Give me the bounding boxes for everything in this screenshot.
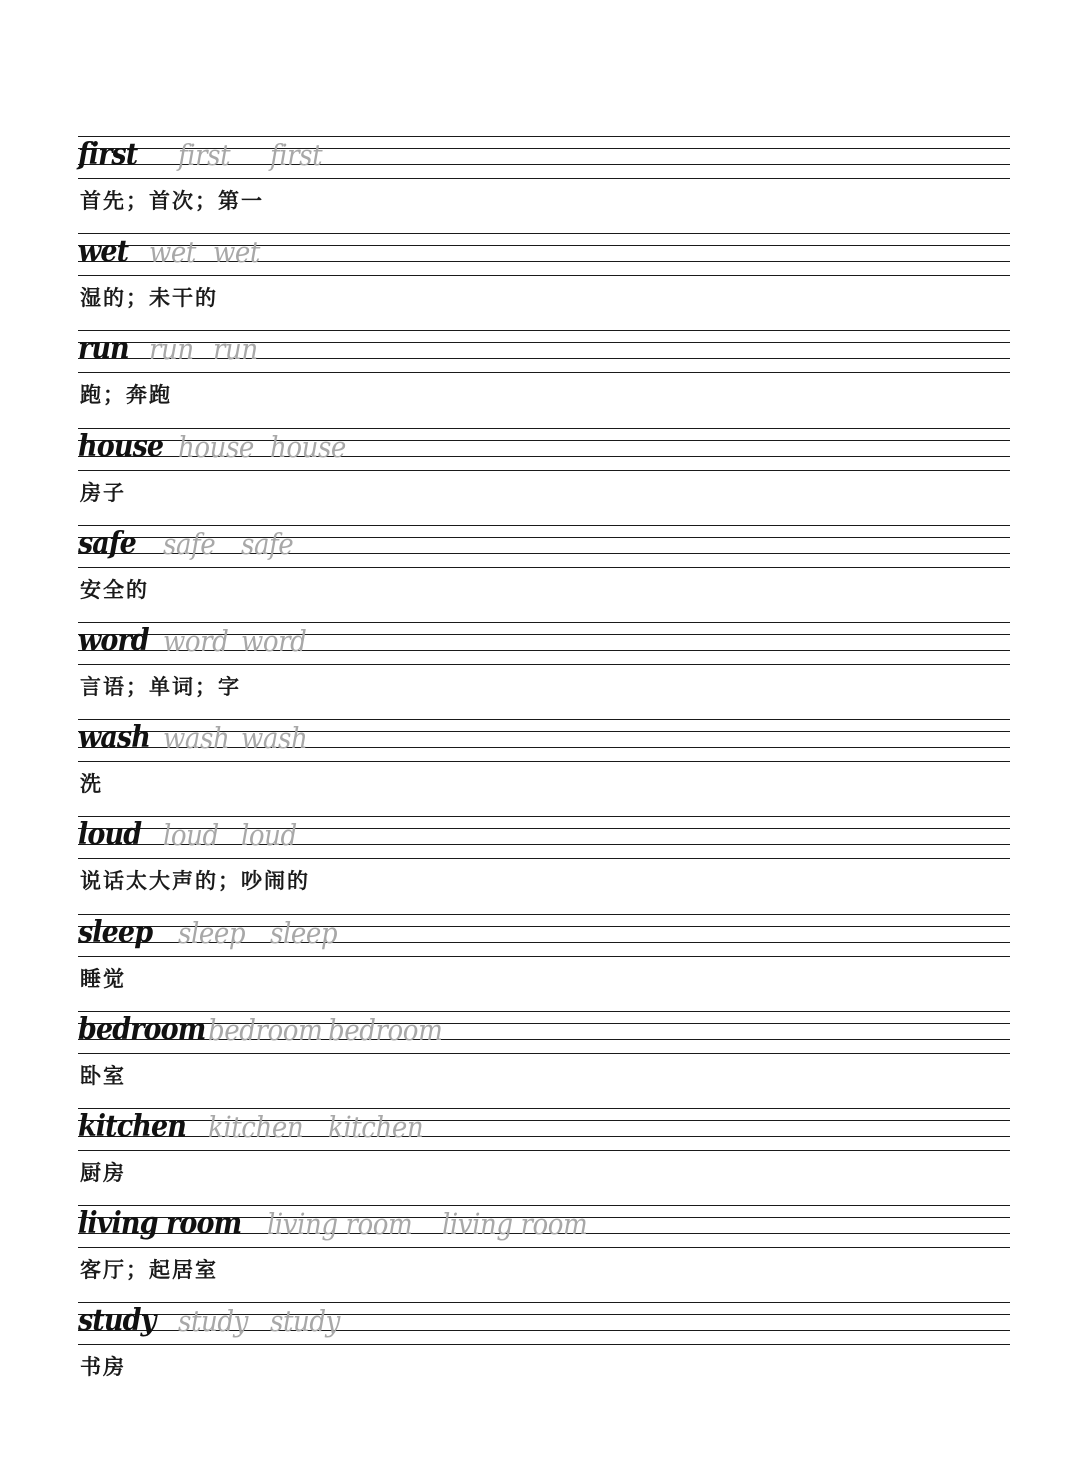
handwriting-guide-line xyxy=(78,664,1010,665)
handwriting-guide-line xyxy=(78,537,1010,538)
handwriting-guide-line xyxy=(78,761,1010,762)
chinese-meaning: 房子 xyxy=(80,480,126,505)
trace-word: wet xyxy=(149,235,196,270)
trace-word: safe xyxy=(241,526,294,561)
vocab-entry xyxy=(0,1011,1080,1108)
vocab-entry xyxy=(0,914,1080,1011)
vocab-word: wet xyxy=(78,234,129,270)
trace-word: run xyxy=(149,332,194,367)
vocab-entry xyxy=(0,622,1080,719)
handwriting-guide-line xyxy=(78,1150,1010,1151)
trace-word: word xyxy=(241,624,307,658)
trace-word: living room xyxy=(442,1207,588,1242)
chinese-meaning: 湿的；未干的 xyxy=(80,286,218,311)
vocab-word: word xyxy=(78,623,149,658)
vocab-word: living room xyxy=(78,1206,242,1242)
trace-word: house xyxy=(178,429,254,464)
vocab-entry xyxy=(0,525,1080,622)
vocab-word: bedroom xyxy=(78,1011,206,1047)
vocab-word: house xyxy=(78,428,164,464)
handwriting-guide-line xyxy=(78,858,1010,859)
chinese-meaning: 睡觉 xyxy=(80,966,126,991)
chinese-meaning: 说话太大声的；吵闹的 xyxy=(80,869,310,894)
chinese-meaning: 首先；首次；第一 xyxy=(80,189,264,213)
vocab-entry xyxy=(0,1108,1080,1205)
trace-word: run xyxy=(213,332,258,367)
handwriting-guide-line xyxy=(78,1053,1010,1054)
vocab-entry xyxy=(0,1302,1080,1399)
vocab-entry xyxy=(0,136,1080,233)
chinese-meaning: 洗 xyxy=(80,772,103,797)
chinese-meaning: 言语；单词；字 xyxy=(80,675,241,699)
trace-word: first xyxy=(270,138,323,172)
chinese-meaning: 安全的 xyxy=(80,577,149,602)
vocab-entry xyxy=(0,719,1080,816)
handwriting-guide-line xyxy=(78,1344,1010,1345)
handwriting-guide-line xyxy=(78,178,1010,179)
vocab-word: loud xyxy=(78,817,142,853)
trace-word: living room xyxy=(267,1207,413,1242)
vocab-word: run xyxy=(78,331,129,367)
trace-word: kitchen xyxy=(328,1110,424,1144)
vocab-word: kitchen xyxy=(78,1109,187,1144)
handwriting-guide-line xyxy=(78,553,1010,554)
trace-word: wet xyxy=(213,235,260,270)
trace-word: wash xyxy=(163,721,230,756)
trace-word: wash xyxy=(241,721,308,756)
vocab-word: study xyxy=(78,1303,156,1339)
vocab-word: safe xyxy=(78,525,136,561)
handwriting-guide-line xyxy=(78,372,1010,373)
vocab-word: sleep xyxy=(78,914,153,950)
trace-word: loud xyxy=(241,818,297,853)
trace-word: sleep xyxy=(178,915,246,950)
trace-word: word xyxy=(163,624,229,658)
vocab-word: wash xyxy=(78,720,150,756)
handwriting-guide-line xyxy=(78,470,1010,471)
handwriting-guide-line xyxy=(78,525,1010,526)
chinese-meaning: 厨房 xyxy=(80,1161,126,1185)
vocab-word: first xyxy=(78,137,138,172)
trace-word: bedroom xyxy=(328,1012,443,1047)
vocab-entry xyxy=(0,330,1080,427)
trace-word: study xyxy=(270,1304,340,1339)
chinese-meaning: 卧室 xyxy=(80,1063,126,1088)
trace-word: house xyxy=(270,429,346,464)
chinese-meaning: 跑；奔跑 xyxy=(80,383,172,408)
trace-word: study xyxy=(178,1304,248,1339)
trace-word: bedroom xyxy=(208,1012,323,1047)
handwriting-guide-line xyxy=(78,567,1010,568)
vocab-entry xyxy=(0,428,1080,525)
handwriting-guide-line xyxy=(78,275,1010,276)
trace-word: loud xyxy=(163,818,219,853)
trace-word: first xyxy=(178,138,231,172)
trace-word: safe xyxy=(163,526,216,561)
vocab-entry xyxy=(0,1205,1080,1302)
chinese-meaning: 书房 xyxy=(80,1355,126,1380)
chinese-meaning: 客厅；起居室 xyxy=(80,1258,218,1283)
handwriting-guide-line xyxy=(78,1247,1010,1248)
vocab-entry xyxy=(0,233,1080,330)
vocab-entry xyxy=(0,816,1080,913)
trace-word: kitchen xyxy=(208,1110,304,1144)
trace-word: sleep xyxy=(270,915,338,950)
handwriting-guide-line xyxy=(78,956,1010,957)
